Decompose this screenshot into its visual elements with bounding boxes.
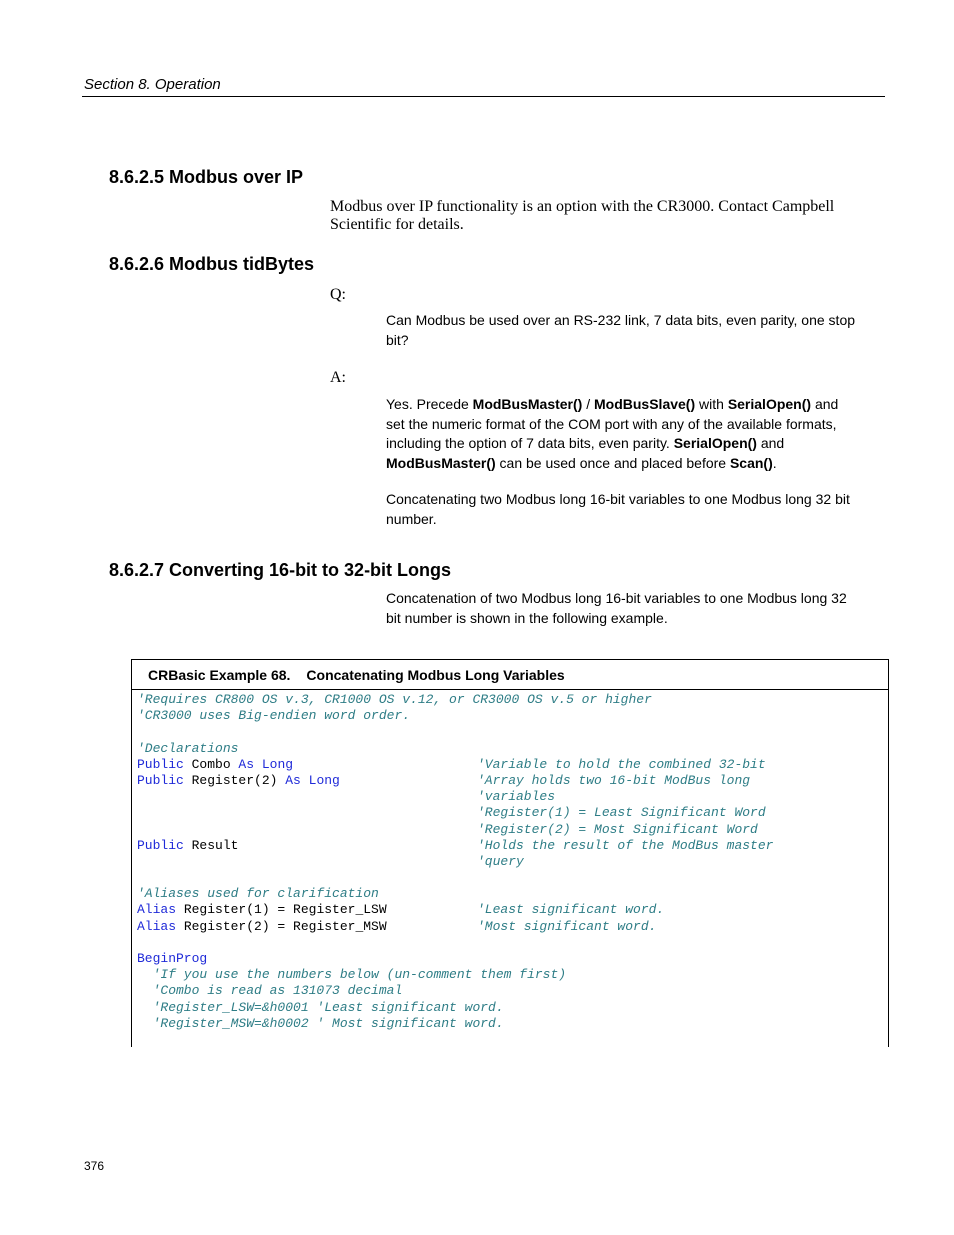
modbus-over-ip-body: Modbus over IP functionality is an option with the CR3000. Contact Campbell Scientific for details. [330, 198, 835, 233]
code-line [137, 919, 888, 935]
converting-longs-body: Concatenation of two Modbus long 16-bit variables to one Modbus long 32 bit number is shown in the following example. [386, 590, 847, 626]
code-caption [132, 660, 888, 690]
code-token-keyword: Public [137, 756, 184, 772]
code-statement [137, 1016, 504, 1032]
code-inline-comment: 'Array holds two 16-bit ModBus long [477, 772, 751, 788]
code-token-comment: 'Register_MSW=&h0002 ' Most significant word. [137, 1015, 504, 1031]
heading-modbus-over-ip: 8.6.2.5 Modbus over IP [109, 167, 304, 187]
func-modbusmaster: ModBusMaster() [472, 396, 583, 412]
code-token-keyword: BeginProg [137, 951, 208, 966]
code-line [137, 1016, 888, 1032]
code-inline-comment: 'Holds the result of the ModBus master [477, 837, 774, 853]
code-token-comment: 'If you use the numbers below (un-comment them first) [137, 967, 567, 983]
code-line [137, 951, 888, 967]
func-serialopen: SerialOpen() [673, 435, 757, 451]
code-token-plain: Combo [183, 756, 239, 772]
code-statement [137, 773, 340, 789]
code-token-comment: 'Declarations [137, 740, 239, 756]
code-token-plain: Register(2) = Register_MSW [176, 918, 387, 934]
code-statement [137, 902, 387, 918]
heading-modbus-tidbytes: 8.6.2.6 Modbus tidBytes [109, 254, 315, 274]
code-token-plain [301, 773, 309, 788]
code-statement [137, 967, 566, 983]
code-caption-number: CRBasic Example 68. [148, 667, 291, 683]
code-inline-comment: 'query [477, 853, 524, 869]
code-token-keyword: Alias [137, 918, 177, 934]
code-line [137, 724, 888, 740]
heading-converting-longs: 8.6.2.7 Converting 16-bit to 32-bit Longs [109, 560, 452, 580]
code-inline-comment: 'Least significant word. [477, 902, 665, 918]
code-statement [137, 886, 379, 902]
func-serialopen: SerialOpen() [727, 396, 812, 412]
code-statement [137, 741, 238, 757]
header-rule [82, 96, 885, 97]
code-token-plain: Register(2) [183, 772, 286, 788]
question-label: Q: [330, 286, 346, 303]
code-statement [137, 838, 238, 854]
code-inline-comment: 'Register(1) = Least Significant Word [477, 805, 766, 821]
code-token-keyword: As [238, 756, 255, 772]
code-inline-comment: 'Most significant word. [477, 918, 657, 934]
code-line [137, 773, 888, 789]
code-statement [137, 983, 402, 999]
code-statement [137, 708, 410, 724]
code-line [137, 708, 888, 724]
code-line [137, 757, 888, 773]
code-inline-comment: 'Register(2) = Most Significant Word [477, 821, 758, 837]
page-number: 376 [84, 1159, 105, 1173]
code-token-keyword: Public [137, 772, 184, 788]
code-inline-comment: 'variables [477, 789, 556, 805]
code-token-plain: Result [183, 837, 239, 853]
code-line [137, 854, 888, 870]
code-line [137, 741, 888, 757]
code-token-keyword: Public [137, 837, 184, 853]
code-line [137, 789, 888, 805]
code-token-plain [254, 757, 262, 772]
answer-label: A: [330, 369, 346, 386]
answer-text: Yes. Precede ModBusMaster() / ModBusSlave() with SerialOpen() and set the numeric format of the COM port with any of the available formats, including the option of 7 data bits, even parity. SerialOpen() and ModBusMaster() can be used once and placed before Scan(). [386, 396, 839, 471]
func-modbusslave: ModBusSlave() [594, 396, 696, 412]
section-header: Section 8. Operation [84, 76, 221, 93]
code-token-keyword: Long [308, 772, 340, 788]
code-token-keyword: Long [261, 756, 294, 772]
code-line [137, 983, 888, 999]
code-caption-title: Concatenating Modbus Long Variables [306, 667, 565, 683]
code-token-comment: 'CR3000 uses Big-endien word order. [137, 708, 411, 724]
code-line [137, 822, 888, 838]
code-line [137, 805, 888, 821]
func-scan: Scan() [729, 454, 773, 471]
code-statement [137, 951, 207, 967]
code-line [137, 902, 888, 918]
code-token-comment: 'Combo is read as 131073 decimal [137, 983, 403, 999]
code-statement [137, 919, 387, 935]
code-token-keyword: Alias [137, 902, 177, 918]
code-line [137, 1000, 888, 1016]
code-statement [137, 1000, 504, 1016]
code-inline-comment: 'Variable to hold the combined 32-bit [477, 756, 766, 772]
code-statement [137, 757, 293, 773]
code-line [137, 838, 888, 854]
code-line [137, 870, 888, 886]
code-token-comment: 'Requires CR800 OS v.3, CR1000 OS v.12, or CR3000 OS v.5 or higher [137, 692, 652, 707]
code-token-keyword: As [285, 772, 301, 788]
code-line [137, 967, 888, 983]
code-token-plain: Register(1) = Register_LSW [176, 902, 387, 918]
code-listing [132, 690, 888, 1032]
question-text: Can Modbus be used over an RS-232 link, 7 data bits, even parity, one stop bit? [386, 312, 856, 348]
answer-text-2: Concatenating two Modbus long 16-bit variables to one Modbus long 32 bit number. [386, 491, 850, 527]
code-token-comment: 'Register_LSW=&h0001 'Least significant word. [137, 999, 504, 1015]
code-line [137, 935, 888, 951]
code-token-comment: 'Aliases used for clarification [137, 886, 379, 902]
code-statement [137, 692, 652, 708]
func-modbusmaster: ModBusMaster() [386, 454, 496, 471]
code-line [137, 692, 888, 708]
code-example-box [131, 659, 889, 1047]
code-line [137, 886, 888, 902]
